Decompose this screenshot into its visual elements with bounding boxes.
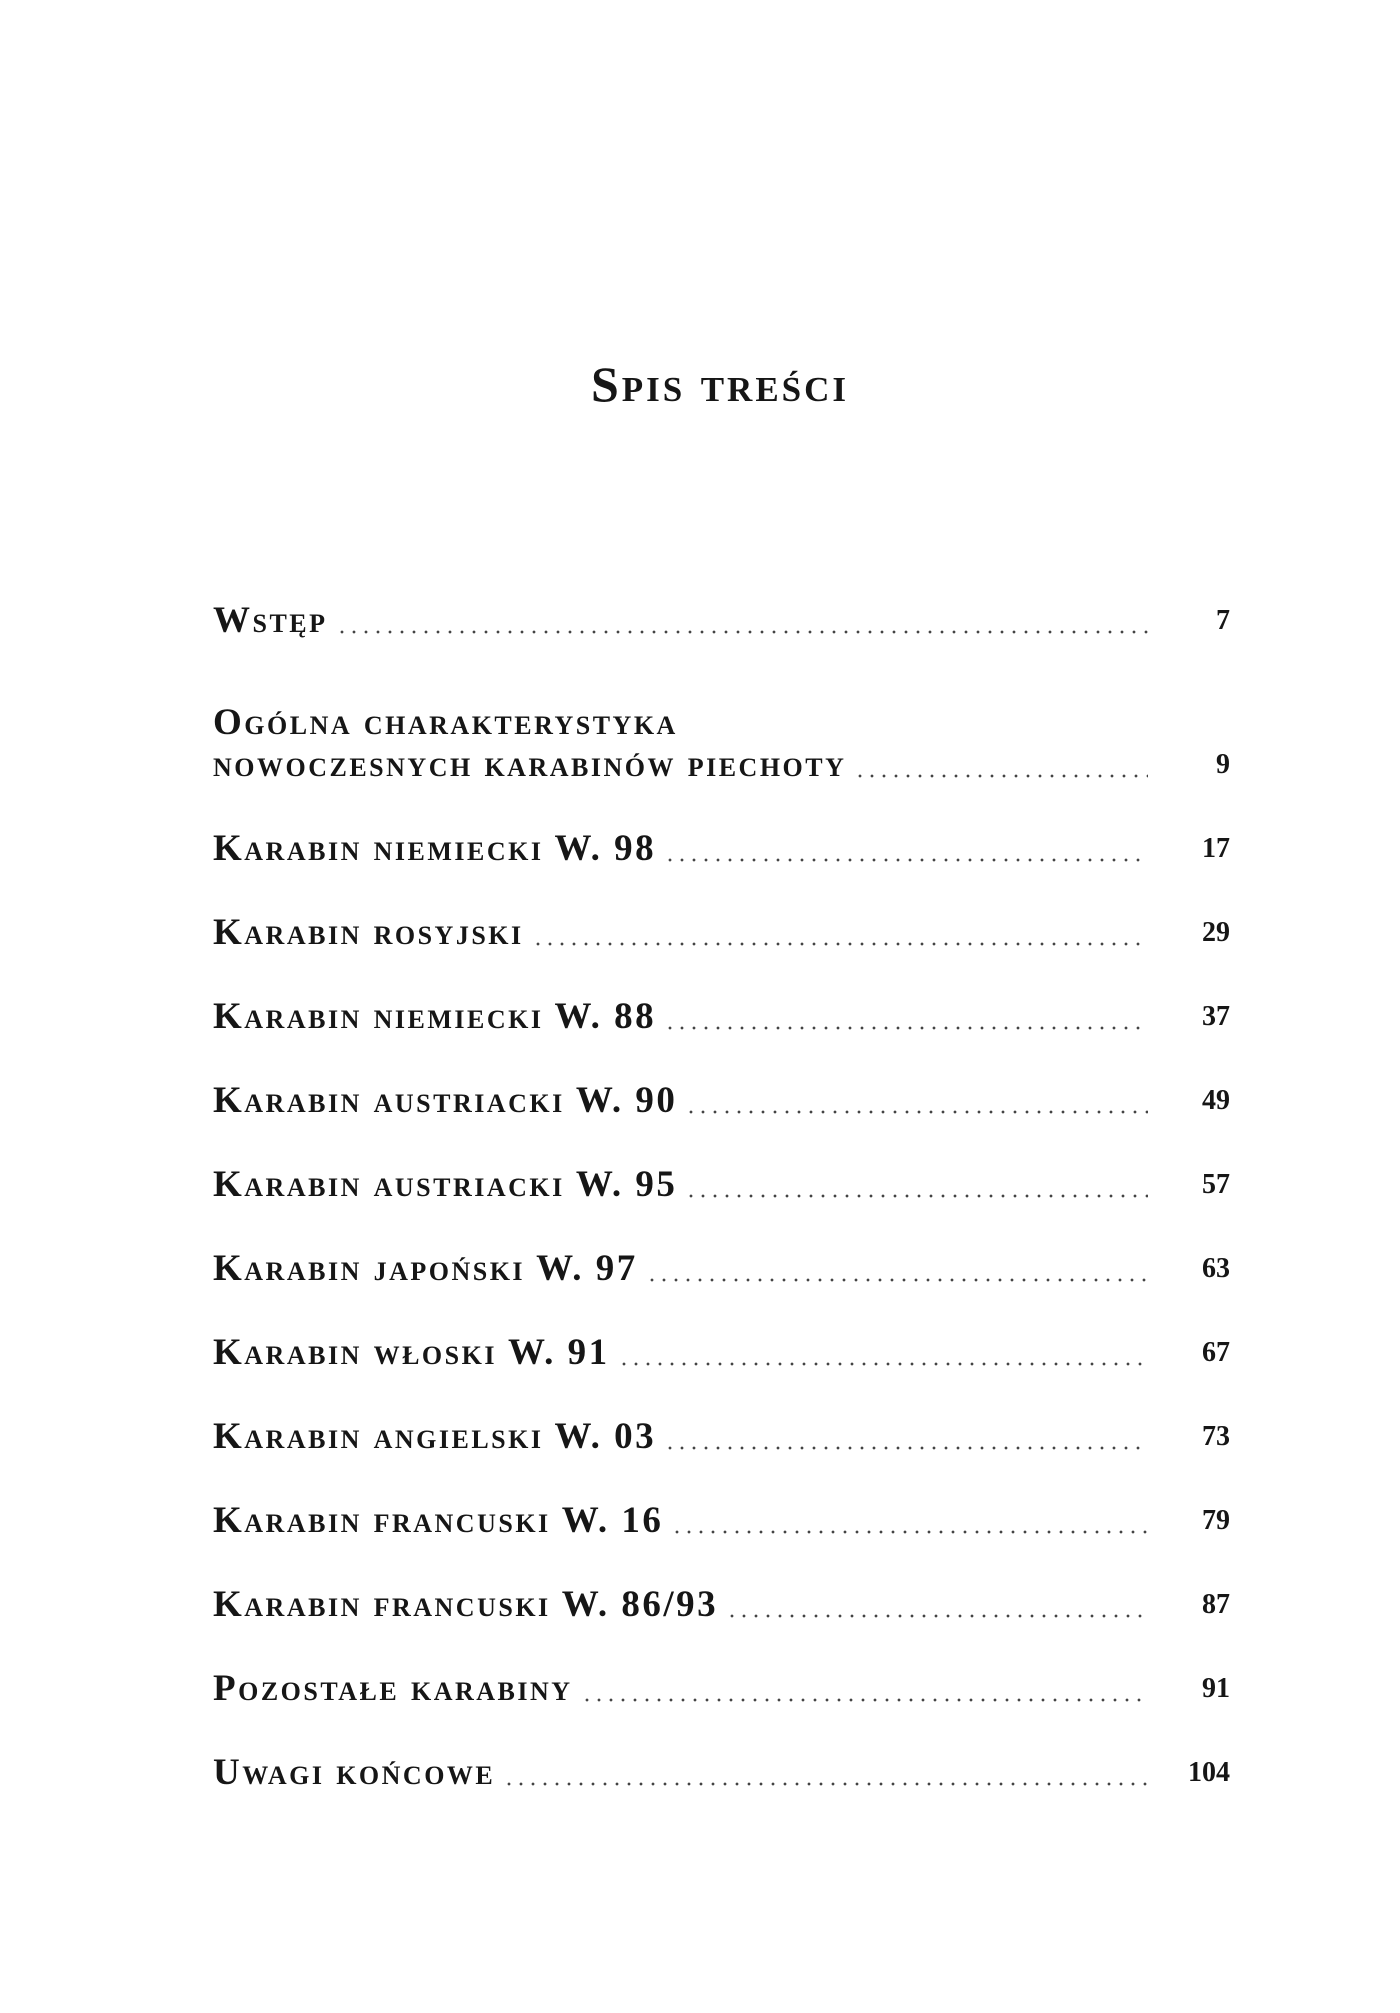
toc-page-number: 87 — [1202, 1589, 1230, 1620]
toc-entry[interactable] — [213, 662, 1230, 806]
dot-leader — [671, 1528, 1148, 1536]
toc-entry-title: Karabin austriacki W. 90 — [213, 1080, 678, 1121]
toc-entry[interactable] — [213, 890, 1230, 974]
toc-entry-title: Karabin niemiecki W. 98 — [213, 828, 657, 869]
toc-page-number: 9 — [1216, 749, 1230, 780]
dot-leader — [854, 772, 1148, 780]
toc-entry[interactable] — [213, 1058, 1230, 1142]
page-title: Spis treści — [590, 356, 850, 412]
toc-entry-title: Uwagi końcowe — [213, 1752, 496, 1793]
toc-entry-title: Wstęp — [213, 600, 328, 641]
toc-entry[interactable] — [213, 1142, 1230, 1226]
dot-leader — [646, 1276, 1148, 1284]
toc-entry[interactable] — [213, 1562, 1230, 1646]
toc-entry[interactable] — [213, 1226, 1230, 1310]
toc-page-number: 67 — [1202, 1337, 1230, 1368]
toc-entry[interactable] — [213, 974, 1230, 1058]
toc-entry[interactable] — [213, 1730, 1230, 1814]
toc-entry-title: Karabin japoński W. 97 — [213, 1248, 638, 1289]
toc-page-number: 7 — [1216, 605, 1230, 636]
dot-leader — [685, 1192, 1148, 1200]
toc-entry[interactable] — [213, 1646, 1230, 1730]
toc-entry-title: Karabin włoski W. 91 — [213, 1332, 610, 1373]
toc-entry-title: Karabin francuski W. 86/93 — [213, 1584, 719, 1625]
toc-entry-title: Karabin angielski W. 03 — [213, 1416, 657, 1457]
dot-leader — [532, 940, 1148, 948]
dot-leader — [726, 1612, 1148, 1620]
dot-leader — [664, 1024, 1148, 1032]
toc-entry-title: Karabin niemiecki W. 88 — [213, 996, 657, 1037]
toc-entry-title: Karabin rosyjski — [213, 912, 524, 953]
toc-entry-title: Karabin austriacki W. 95 — [213, 1164, 678, 1205]
toc-page-number: 17 — [1202, 833, 1230, 864]
toc-entry[interactable] — [213, 806, 1230, 890]
toc-page-number: 49 — [1202, 1085, 1230, 1116]
dot-leader — [685, 1108, 1148, 1116]
toc-entry-title: Pozostałe karabiny — [213, 1668, 573, 1709]
toc-page-number: 73 — [1202, 1421, 1230, 1452]
toc-page-number: 37 — [1202, 1001, 1230, 1032]
toc-page-number: 63 — [1202, 1253, 1230, 1284]
dot-leader — [618, 1360, 1148, 1368]
toc-entry-title: Ogólna charakterystyka nowoczesnych karabinów piechoty — [213, 702, 847, 785]
dot-leader — [664, 856, 1148, 864]
toc-entry[interactable] — [213, 1394, 1230, 1478]
toc-entry[interactable] — [213, 1310, 1230, 1394]
toc-page-number: 29 — [1202, 917, 1230, 948]
toc-page-number: 79 — [1202, 1505, 1230, 1536]
dot-leader — [503, 1780, 1148, 1788]
toc-entry[interactable] — [213, 578, 1230, 662]
dot-leader — [664, 1444, 1148, 1452]
dot-leader — [336, 628, 1148, 636]
toc-entry[interactable] — [213, 1478, 1230, 1562]
toc-page-number: 57 — [1202, 1169, 1230, 1200]
dot-leader — [581, 1696, 1148, 1704]
table-of-contents — [213, 578, 1230, 1814]
toc-page-number: 91 — [1202, 1673, 1230, 1704]
toc-page-number: 104 — [1188, 1757, 1230, 1788]
toc-entry-title: Karabin francuski W. 16 — [213, 1500, 664, 1541]
